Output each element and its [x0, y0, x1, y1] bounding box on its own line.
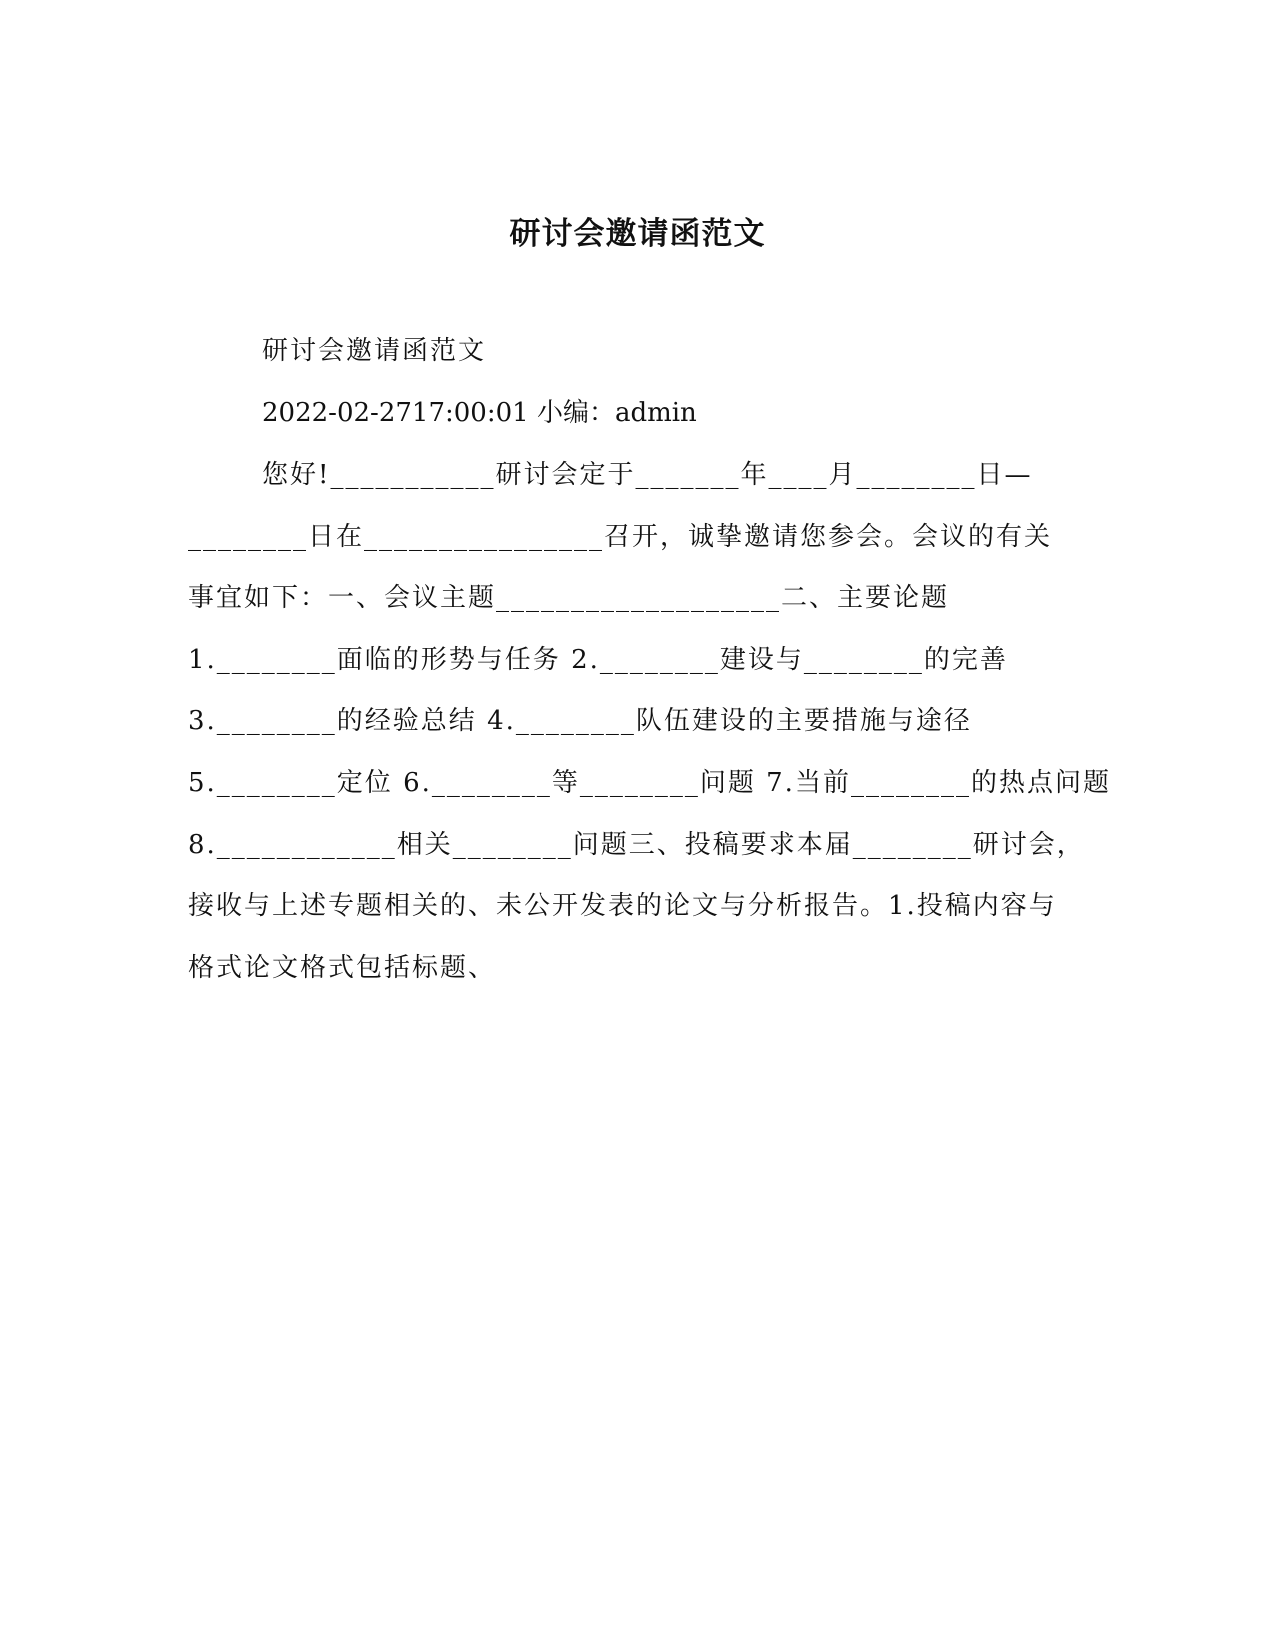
body-line: 5.________定位 6.________等________问题 7.当前________的热点问题 [188, 768, 1111, 798]
body-line: 您好!___________研讨会定于_______年____月________日— [262, 460, 1033, 490]
body-line: 1.________面临的形势与任务 2.________建设与________的完善 [188, 645, 1008, 675]
meta-line: 2022-02-2717:00:01 小编：admin [262, 398, 697, 428]
subtitle-line: 研讨会邀请函范文 [262, 336, 487, 366]
document-title: 研讨会邀请函范文 [509, 216, 766, 252]
body-line: 格式论文格式包括标题、 [188, 953, 497, 983]
body-line: ________日在________________召开，诚挚邀请您参会。会议的有关 [188, 522, 1053, 552]
body-line: 接收与上述专题相关的、未公开发表的论文与分析报告。1.投稿内容与 [188, 891, 1057, 921]
body-line: 3.________的经验总结 4.________队伍建设的主要措施与途径 [188, 706, 972, 736]
body-line: 事宜如下：一、会议主题___________________二、主要论题 [188, 583, 950, 613]
body-line: 8.____________相关________问题三、投稿要求本届________研讨会， [188, 830, 1085, 860]
